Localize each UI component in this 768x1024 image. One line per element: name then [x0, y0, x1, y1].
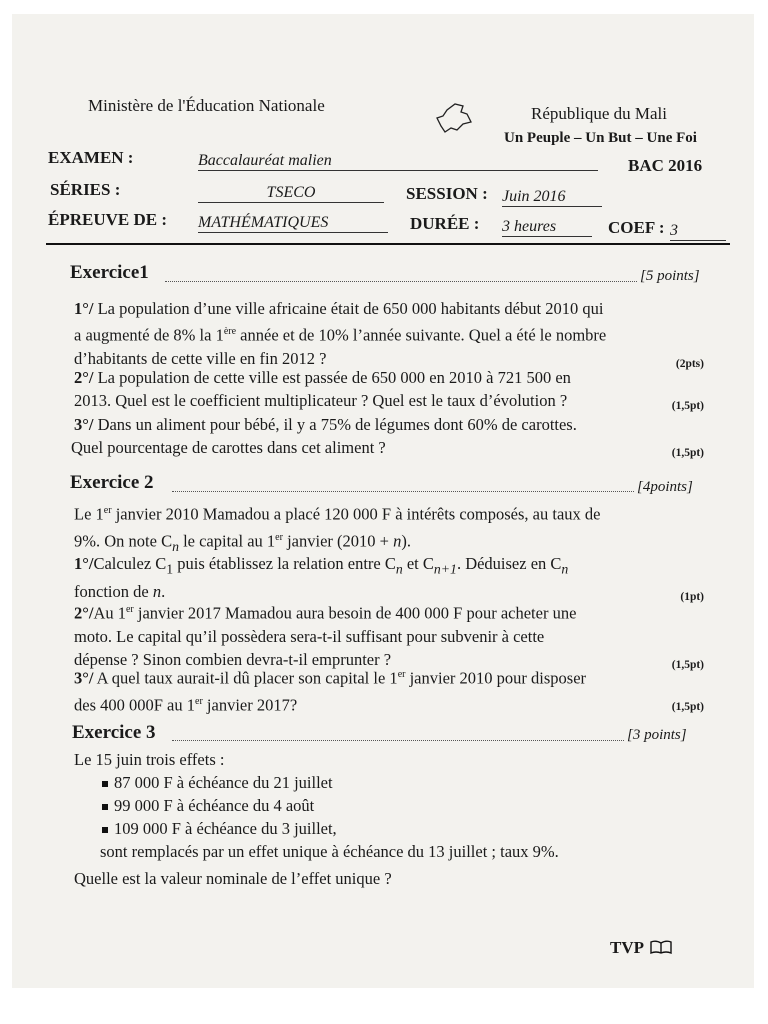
question-text: 9%. On note C [74, 531, 173, 550]
question-text: Quel pourcentage de carottes dans cet aliment ? [71, 438, 386, 457]
question-text: . Déduisez en C [456, 554, 562, 573]
question-number: 1°/ [74, 554, 94, 573]
question-text: Calculez C [93, 554, 167, 573]
effect-item: 87 000 F à échéance du 21 juillet [114, 773, 333, 792]
header-divider [46, 243, 730, 245]
question-text: Au 1 [93, 603, 126, 623]
national-motto: Un Peuple – Un But – Une Foi [504, 130, 697, 146]
effect-item: 109 000 F à échéance du 3 juillet, [114, 819, 337, 838]
question-text: Le 1 [74, 504, 104, 524]
subscript: n [395, 561, 403, 577]
question-text: Dans un aliment pour bébé, il y a 75% de légumes dont 60% de carottes. [93, 415, 577, 434]
exercise-2-title: Exercice 2 [70, 472, 154, 493]
question-text: moto. Le capital qu’il possèdera sera-t-il suffisant pour subvenir à cette [74, 626, 545, 646]
question-text: janvier 2010 pour disposer [405, 668, 587, 688]
question-points: (1,5pt) [671, 658, 704, 671]
superscript: ère [223, 326, 237, 337]
exercise-3-body [74, 748, 704, 890]
list-item [102, 794, 732, 817]
question-text: . [161, 582, 166, 602]
exercise-1-title: Exercice1 [70, 262, 149, 283]
question-points: (1pt) [680, 591, 704, 604]
question-text: Quelle est la valeur nominale de l’effet unique ? [74, 869, 392, 888]
question-text: et C [402, 554, 434, 573]
question-text: janvier (2010 + [282, 531, 394, 550]
epreuve-label: ÉPREUVE DE : [48, 210, 168, 229]
variable-n: n [393, 531, 402, 550]
bullet-icon [102, 827, 108, 833]
question-number: 3°/ [74, 668, 94, 688]
turn-over-note [610, 938, 672, 958]
question-points: (1,5pt) [671, 400, 704, 412]
question-text: des 400 000F au 1 [74, 695, 195, 714]
exercise-2-question-1 [74, 552, 704, 603]
exercise-3-leader [172, 740, 624, 741]
superscript: er [195, 695, 203, 707]
question-number: 2°/ [74, 368, 94, 387]
exercise-1-question-1 [74, 297, 704, 370]
examen-label: EXAMEN : [48, 148, 134, 167]
question-number: 3°/ [74, 415, 94, 434]
exercise-1-points: [5 points] [640, 268, 700, 284]
superscript: er [103, 505, 112, 516]
question-text: janvier 2017 Mamadou aura besoin de 400 000 F pour acheter une [133, 603, 577, 623]
exercise-3-title: Exercice 3 [72, 722, 156, 743]
subscript: n [172, 538, 179, 554]
session-value: Juin 2016 [502, 188, 602, 207]
question-text: ). [401, 531, 411, 550]
exercise-2-intro [74, 499, 704, 557]
duree-value: 3 heures [502, 218, 592, 237]
question-number: 2°/ [74, 603, 94, 623]
question-text: La population d’une ville africaine était de 650 000 habitants début 2010 qui [93, 299, 604, 318]
exercise-2-question-3 [74, 663, 704, 716]
session-label: SESSION : [406, 184, 488, 203]
republic-title: République du Mali [531, 104, 667, 123]
exercise-1-leader [165, 281, 637, 282]
question-number: 1°/ [74, 299, 94, 318]
effect-item: 99 000 F à échéance du 4 août [114, 796, 315, 815]
bullet-icon [102, 804, 108, 810]
ministry-title: Ministère de l'Éducation Nationale [88, 96, 325, 115]
series-label: SÉRIES : [50, 180, 121, 199]
list-item [102, 817, 732, 840]
variable-n: n [152, 582, 162, 602]
question-text: d’habitants de cette ville en fin 2012 ? [74, 348, 327, 368]
exercise-2-question-2 [74, 598, 704, 671]
exercise-1-question-3 [71, 413, 704, 459]
exercise-1-question-2 [74, 366, 704, 412]
question-text: fonction de [74, 582, 153, 602]
subscript: 1 [166, 561, 174, 577]
question-points: (1,5pt) [671, 700, 704, 713]
superscript: er [125, 604, 134, 615]
question-text: dépense ? Sinon combien devra-t-il emprunter ? [74, 649, 392, 669]
list-item [102, 771, 732, 794]
superscript: er [397, 669, 406, 680]
question-text: Le 15 juin trois effets : [74, 750, 225, 769]
open-book-icon [650, 940, 672, 954]
mali-map-icon [433, 100, 475, 136]
question-text: puis établissez la relation entre C [173, 554, 396, 573]
question-text: 2013. Quel est le coefficient multiplicateur ? Quel est le taux d’évolution ? [74, 391, 568, 410]
bullet-icon [102, 781, 108, 787]
coef-value: 3 [670, 222, 726, 241]
coef-label: COEF : [608, 218, 665, 237]
epreuve-value: MATHÉMATIQUES [198, 214, 388, 233]
question-text: sont remplacés par un effet unique à échéance du 13 juillet ; taux 9%. [100, 842, 559, 861]
question-points: (1,5pt) [671, 447, 704, 459]
exercise-2-leader [172, 491, 634, 492]
exercise-3-points: [3 points] [627, 727, 687, 743]
series-value: TSECO [198, 184, 384, 203]
question-text: année et de 10% l’année suivante. Quel a été le nombre [236, 325, 607, 345]
subscript: n+1 [433, 561, 457, 577]
question-text: janvier 2010 Mamadou a placé 120 000 F à intérêts composés, au taux de [111, 504, 601, 524]
superscript: er [275, 531, 283, 543]
subscript: n [561, 561, 569, 577]
exercise-2-points: [4points] [637, 479, 693, 495]
question-text: A quel taux aurait-il dû placer son capital le 1 [93, 668, 398, 688]
question-text: La population de cette ville est passée de 650 000 en 2010 à 721 500 en [93, 368, 571, 387]
examen-value: Baccalauréat malien [198, 152, 598, 171]
tvp-label: TVP [610, 938, 644, 957]
question-text: janvier 2017? [202, 695, 298, 714]
duree-label: DURÉE : [410, 214, 480, 233]
question-text: a augmenté de 8% la 1 [74, 325, 224, 345]
question-points: (2pts) [675, 357, 704, 370]
bac-year: BAC 2016 [628, 156, 703, 175]
question-text: le capital au 1 [178, 531, 276, 550]
